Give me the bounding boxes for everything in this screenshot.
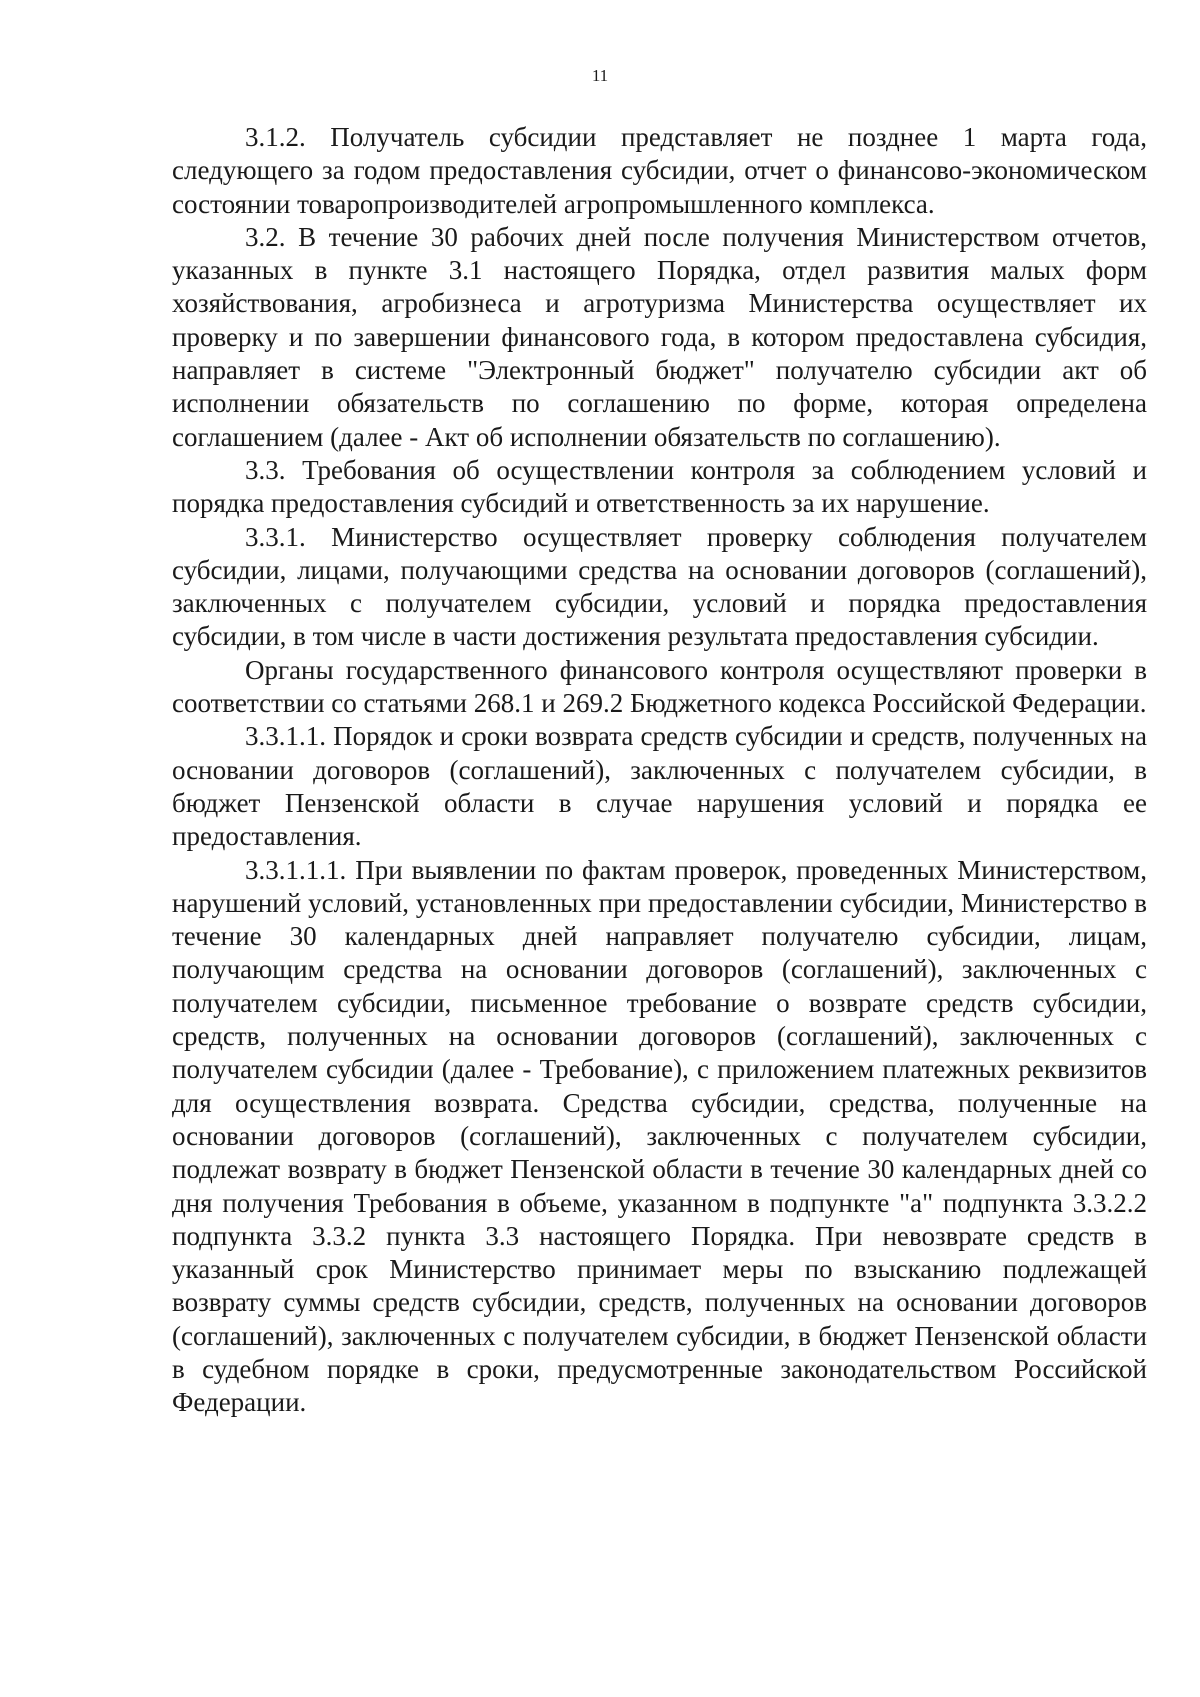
page-number: 11 <box>591 66 609 85</box>
paragraph-3-2: 3.2. В течение 30 рабочих дней после получения Министерством отчетов, указанных в пункте 3.1 настоящего Порядка, отдел развития малых форм хозяйствования, агробизнеса и агротуризма Министерства осуществляет их проверку и по завершении финансового года, в котором предоставлена субсидия, направляет в системе "Электронный бюджет" получателю субсидии акт об исполнении обязательств по соглашению по форме, которая определена соглашением (далее - Акт об исполнении обязательств по соглашению). <box>172 221 1147 452</box>
paragraph-3-3: 3.3. Требования об осуществлении контроля за соблюдением условий и порядка предоставления субсидий и ответственность за их нарушение. <box>172 454 1147 519</box>
paragraph-3-3-1: 3.3.1. Министерство осуществляет проверку соблюдения получателем субсидии, лицами, получающими средства на основании договоров (соглашений), заключенных с получателем субсидии, условий и порядка предоставления субсидии, в том числе в части достижения результата предоставления субсидии. <box>172 521 1147 652</box>
document-body <box>172 121 1147 1420</box>
paragraph-3-3-1-1: 3.3.1.1. Порядок и сроки возврата средств субсидии и средств, полученных на основании договоров (соглашений), заключенных с получателем субсидии, в бюджет Пензенской области в случае нарушения условий и порядка ее предоставления. <box>172 721 1147 852</box>
paragraph-3-3-1-1-1: 3.3.1.1.1. При выявлении по фактам проверок, проведенных Министерством, нарушений условий, установленных при предоставлении субсидии, Министерство в течение 30 календарных дней направляет получателю субсидии, лицам, получающим средства на основании договоров (соглашений), заключенных с получателем субсидии, письменное требование о возврате средств субсидии, средств, полученных на основании договоров (соглашений), заключенных с получателем субсидии (далее - Требование), с приложением платежных реквизитов для осуществления возврата. Средства субсидии, средства, полученные на основании договоров (соглашений), заключенных с получателем субсидии, подлежат возврату в бюджет Пензенской области в течение 30 календарных дней со дня получения Требования в объеме, указанном в подпункте "а" подпункта 3.3.2.2 подпункта 3.3.2 пункта 3.3 настоящего Порядка. При невозврате средств в указанный срок Министерство принимает меры по взысканию подлежащей возврату суммы средств субсидии, средств, полученных на основании договоров (соглашений), заключенных с получателем субсидии, в бюджет Пензенской области в судебном порядке в сроки, предусмотренные законодательством Российской Федерации. <box>172 854 1147 1418</box>
paragraph-3-1-2: 3.1.2. Получатель субсидии представляет не позднее 1 марта года, следующего за годом предоставления субсидии, отчет о финансово-экономическом состоянии товаропроизводителей агропромышленного комплекса. <box>172 122 1147 219</box>
paragraph-control-bodies: Органы государственного финансового контроля осуществляют проверки в соответствии со статьями 268.1 и 269.2 Бюджетного кодекса Российской Федерации. <box>172 654 1147 719</box>
